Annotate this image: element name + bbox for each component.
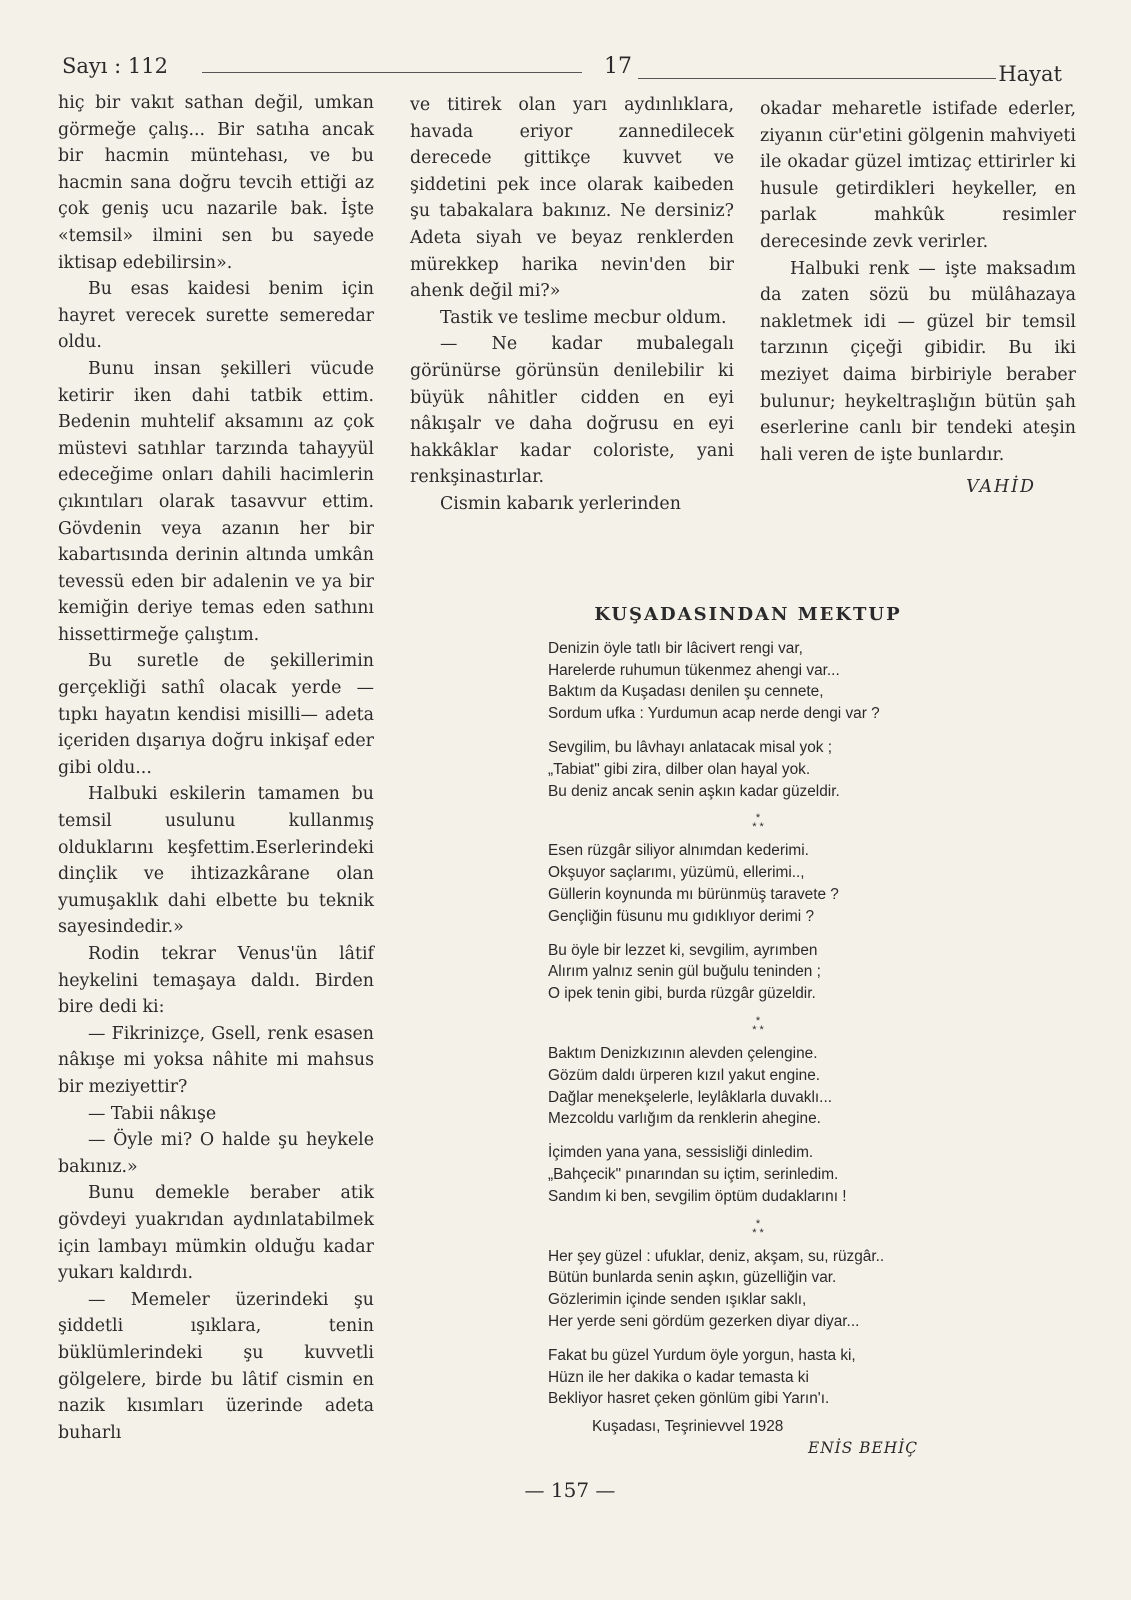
article-column-2 <box>410 92 734 518</box>
poem-line: Bekliyor hasret çeken gönlüm gibi Yarın'ı. <box>548 1390 830 1408</box>
paragraph: Rodin tekrar Venus'ün lâtif heykelini temaşaya daldı. Birden bire dedi ki: <box>58 944 374 1018</box>
journal-page-number: 17 <box>604 54 632 79</box>
journal-title: Hayat <box>998 62 1062 86</box>
paragraph: Bu suretle de şekillerimin gerçekliği sathî olacak yerde —tıpkı hayatın kendisi misilli— adeta içeriden dışarıya doğru inkişaf eder gibi oldu... <box>58 651 374 778</box>
poem-line: Baktım da Kuşadası denilen şu cennete, <box>548 683 824 701</box>
poem-line: „Tabiat" gibi zira, dilber olan hayal yok. <box>548 760 811 778</box>
paragraph: Halbuki renk — işte maksadım da zaten sözü bu mülâhazaya nakletmek idi — güzel bir temsil tarzının çiçeği gibidir. Bu iki meziyet daima birbiriyle beraber bulunur; heykeltraşlığın bütün şah eserlerine canlı bir tendeki ateşin hali veren de işte bunlardır. <box>760 258 1076 465</box>
poem-stanza <box>548 737 968 802</box>
poem-line: Gözüm daldı ürperen kızıl yakut engine. <box>548 1066 821 1084</box>
poem-line: İçimden yana yana, sessisliği dinledim. <box>548 1144 814 1162</box>
paragraph: — Fikrinizçe, Gsell, renk esasen nâkışe mi yoksa nâhite mi mahsus bir meziyettir? <box>58 1023 374 1097</box>
poem-line: Baktım Denizkızının alevden çelengine. <box>548 1044 818 1062</box>
poem-line: Harelerde ruhumun tükenmez ahengi var... <box>548 661 840 679</box>
poem-line: Denizin öyle tatlı bir lâcivert rengi var, <box>548 639 803 657</box>
poem-line: Her şey güzel : ufuklar, deniz, akşam, su, rüzgâr.. <box>548 1247 885 1265</box>
article-column-1 <box>58 90 374 1446</box>
poem-line: Fakat bu güzel Yurdum öyle yorgun, hasta ki, <box>548 1346 856 1364</box>
paragraph: okadar meharetle istifade ederler, ziyanın cür'etini gölgenin mahviyeti ile okadar güzel imtizaç ettirirler ki husule getirdikleri heykeller, en parlak mahkûk resimler derecesinde zevk verirler. <box>760 99 1076 252</box>
article-signature: VAHİD <box>966 477 1036 498</box>
paragraph: — Ne kadar mubalegalı görünürse görünsün denilebilir ki büyük nâhitler cidden en eyi nâkışalr ve daha doğrusu en eyi hakkâklar kadar coloriste, yani renkşinastırlar. <box>410 334 734 488</box>
paragraph: Halbuki eskilerin tamamen bu temsil usulunu kullanmış olduklarını keşfettim.Eserlerindeki dinçlik ve ihtizazkârane olan yumuşaklık dahi elbette bu teknik sayesindedir.» <box>58 784 374 938</box>
poem-line: Gençliğin füsunu mu gıdıklıyor derimi ? <box>548 907 815 925</box>
paragraph: — Memeler üzerindeki şu şiddetli ışıklara, tenin büklümlerindeki şu kuvvetli gölgelere, birde bu lâtif cismin en nazik kısımları üzerinde adeta buharlı <box>58 1289 374 1443</box>
asterism-divider: * * * <box>752 1217 764 1239</box>
asterism-divider: * * * <box>752 812 764 834</box>
paragraph: ve titirek olan yarı aydınlıklara, havada eriyor zannedilecek derecede gittikçe kuvvet ve şiddetini pek ince olarak kaibeden şu tabakalara bakınız. Ne dersiniz? Adeta siyah ve beyaz renklerden mürekkep harika nevin'den bir ahenk değil mi?» <box>410 95 734 302</box>
poem-line: Güllerin koynunda mı bürünmüş taravete ? <box>548 885 839 903</box>
poem-line: Sordum ufka : Yurdumun acap nerde dengi var ? <box>548 705 880 723</box>
poem-line: Bu deniz ancak senin aşkın kadar güzeldir. <box>548 782 840 800</box>
poem-title: KUŞADASINDAN MEKTUP <box>594 604 902 625</box>
paragraph: Cismin kabarık yerlerinden <box>440 493 681 514</box>
poem-line: Hüzn ile her dakika o kadar temasta ki <box>548 1368 809 1386</box>
poem-line: Esen rüzgâr siliyor alnımdan kederimi. <box>548 842 809 860</box>
paragraph: Tastik ve teslime mecbur oldum. <box>440 307 727 328</box>
poem-stanza <box>548 638 968 725</box>
poem-author: ENİS BEHİÇ <box>807 1438 918 1457</box>
header-rule-left <box>202 72 582 73</box>
poem-line: O ipek tenin gibi, burda rüzgâr güzeldir. <box>548 985 816 1003</box>
poem-stanza <box>548 1345 968 1410</box>
header-rule-right <box>638 78 996 79</box>
page-number: — 157 — <box>524 1478 616 1502</box>
poem-line: Bütün bunlarda senin aşkın, güzelliğin var. <box>548 1269 837 1287</box>
poem-line: Sevgilim, bu lâvhayı anlatacak misal yok ; <box>548 738 832 756</box>
poem <box>548 604 968 1460</box>
poem-stanza <box>548 1246 968 1333</box>
poem-line: Mezcoldu varlığım da renklerin ahegine. <box>548 1110 821 1128</box>
poem-stanza <box>548 1142 968 1207</box>
page-header <box>62 52 1062 88</box>
poem-stanza <box>548 1043 968 1130</box>
article-column-3 <box>760 96 1076 501</box>
paragraph: Bu esas kaidesi benim için hayret verecek surette semeredar oldu. <box>58 279 374 353</box>
poem-line: Gözlerimin içinde senden ışıklar saklı, <box>548 1291 807 1309</box>
asterism-divider: * * * <box>752 1014 764 1036</box>
paragraph: Bunu insan şekilleri vücude ketirir iken dahi tatbik ettim. Bedenin muhtelif aksamını az çok müstevi satıhlar tarzında tahayyül edeceğime onları dahili hacimlerin çıkıntıları olarak tasavvur ettim. Gövdenin veya azanın her bir kabartısında derinin altında umkân tevessü eden bir adalenin ve ya bir kemiğin deriye temas eden sathını hissettirmeğe çalıştım. <box>58 358 374 645</box>
poem-line: Dağlar menekşelerle, leylâklarla duvaklı... <box>548 1088 832 1106</box>
paragraph: — Tabii nâkışe <box>88 1103 217 1124</box>
poem-stanza <box>548 940 968 1005</box>
poem-line: Okşuyor saçlarımı, yüzümü, ellerimi.., <box>548 864 805 882</box>
issue-number: Sayı : 112 <box>62 54 168 78</box>
paragraph: hiç bir vakıt sathan değil, umkan görmeğe çalış... Bir satıha ancak bir hacmin müntehası, ve bu hacmin sana doğru tevcih ettiği az çok geniş ucu nazarile bak. İşte «temsil» ilmini sen bu sayede iktisap edebilirsin». <box>58 93 374 273</box>
poem-place-date: Kuşadası, Teşrinievvel 1928 <box>592 1418 784 1436</box>
paragraph: Bunu demekle beraber atik gövdeyi yuakrıdan aydınlatabilmek için lambayı mümkin olduğu kadar yukarı kaldırdı. <box>58 1183 374 1284</box>
poem-line: Sandım ki ben, sevgilim öptüm dudaklarını ! <box>548 1187 847 1205</box>
paragraph: — Öyle mi? O halde şu heykele bakınız.» <box>58 1130 374 1177</box>
poem-line: Her yerde seni gördüm gezerken diyar diyar... <box>548 1312 860 1330</box>
poem-line: „Bahçecik" pınarından su içtim, serinledim. <box>548 1165 839 1183</box>
poem-line: Bu öyle bir lezzet ki, sevgilim, ayrımben <box>548 941 818 959</box>
poem-line: Alırım yalnız senin gül buğulu teninden ; <box>548 963 821 981</box>
poem-stanza <box>548 840 968 927</box>
